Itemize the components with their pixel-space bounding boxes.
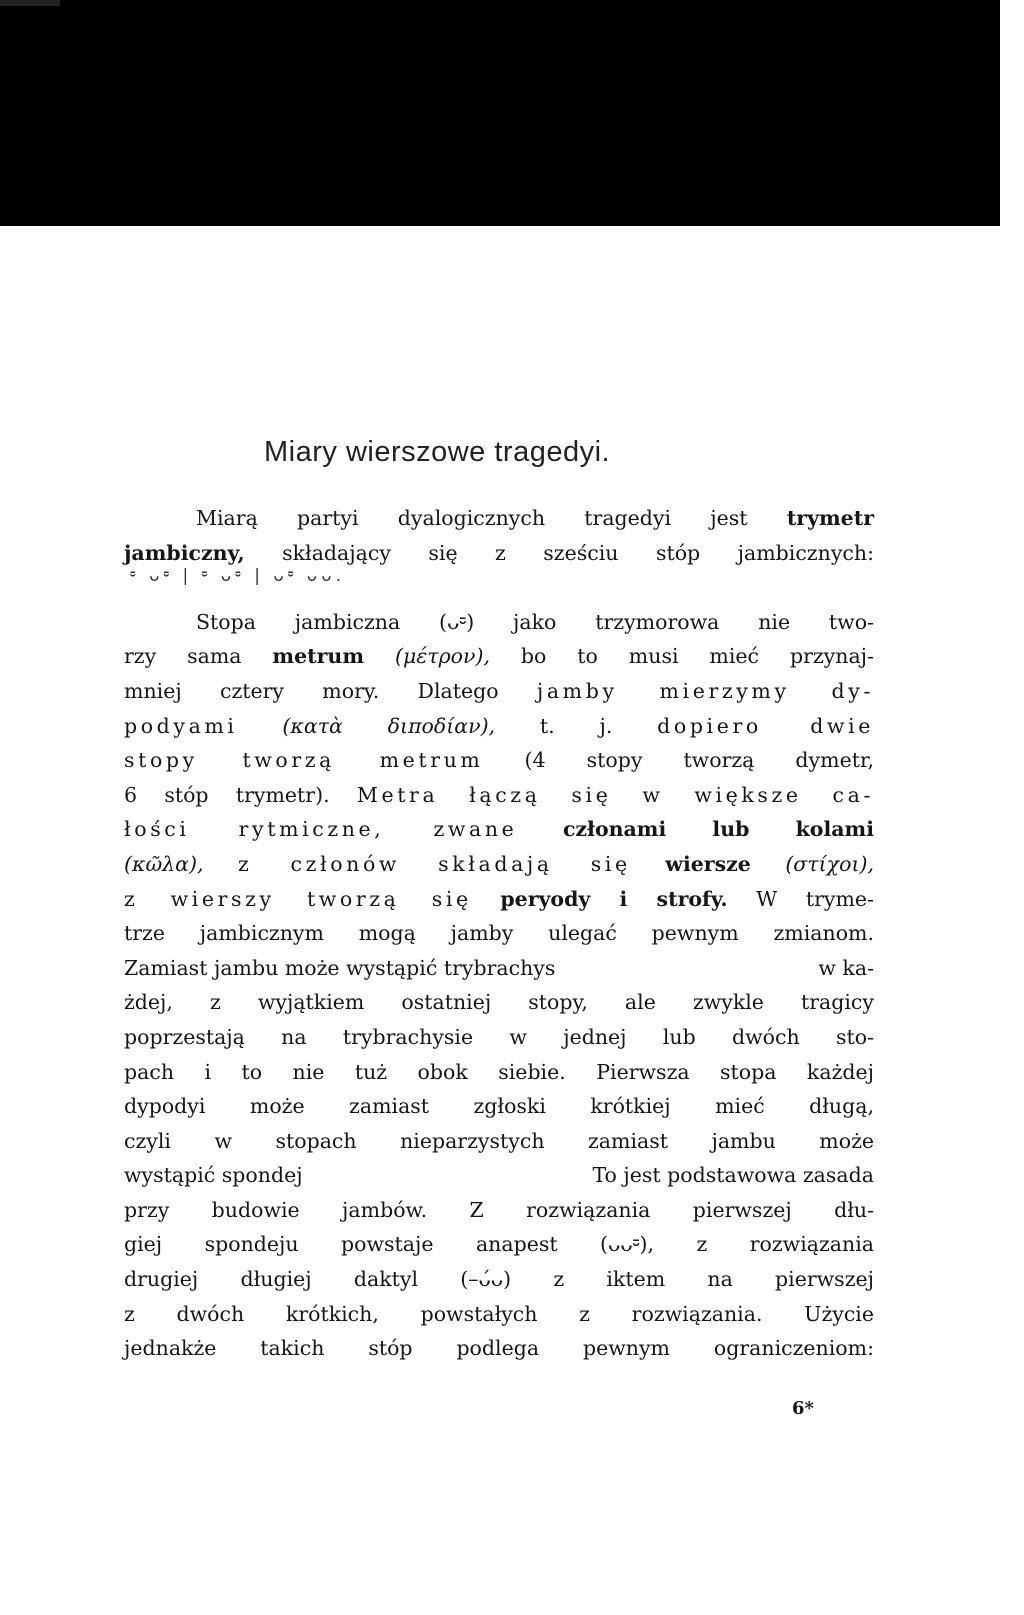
- text-line: dypodyi może zamiast zgłoski krótkiej mieć długą,: [124, 1094, 874, 1119]
- text-line: podyami (κατὰ διποδίαν), t. j. dopiero dwie: [124, 713, 874, 738]
- text-line: Zamiast jambu może wystąpić trybrachys w ka-: [124, 955, 874, 980]
- scan-dark-area: [0, 0, 1012, 226]
- text-line: Miarą partyi dyalogicznych tragedyi jest trymetr: [196, 506, 874, 530]
- text-line: giej spondeju powstaje anapest (ᴗᴗ⏒), z rozwiązania: [124, 1232, 874, 1257]
- text-line: mniej cztery mory. Dlatego jamby mierzymy dy-: [124, 678, 874, 703]
- prosody-line: [124, 570, 874, 605]
- text-line: wystąpić spondej To jest podstawowa zasada: [124, 1163, 874, 1188]
- text-line: z dwóch krótkich, powstałych z rozwiązania. Użycie: [124, 1301, 874, 1326]
- text-line: żdej, z wyjątkiem ostatniej stopy, ale zwykle tragicy: [124, 990, 874, 1015]
- text-line: (κῶλα), z członów składają się wiersze (στίχοι),: [124, 851, 874, 876]
- text-line: drugiej długiej daktyl (–ᴗ́ᴗ) z iktem na pierwszej: [124, 1267, 874, 1292]
- page-margin: [1000, 0, 1024, 1615]
- text-line: pach i to nie tuż obok siebie. Pierwsza stopa każdej: [124, 1059, 874, 1084]
- page-title: Miary wierszowe tragedyi.: [264, 436, 611, 468]
- text-line: czyli w stopach nieparzystych zamiast jambu może: [124, 1128, 874, 1153]
- body-text: [124, 501, 874, 1366]
- prosody-meter-notation: ⏒ ᴗ⏒ | ⏒ ᴗ⏒ | ᴗ⏒ ᴗᴗ.: [130, 566, 345, 586]
- text-line: stopy tworzą metrum (4 stopy tworzą dymetr,: [124, 748, 875, 773]
- text-line: łości rytmiczne, zwane członami lub kolami: [124, 817, 874, 842]
- text-line: trze jambicznym mogą jamby ulegać pewnym zmianom.: [124, 921, 874, 946]
- text-line: poprzestają na trybrachysie w jednej lub dwóch sto-: [124, 1024, 874, 1049]
- text-line: 6 stóp trymetr). Metra łączą się w większe ca-: [124, 782, 874, 807]
- text-line: Stopa jambiczna (ᴗ⏒) jako trzymorowa nie two-: [196, 609, 874, 634]
- text-line: jambiczny, składający się z sześciu stóp jambicznych:: [124, 540, 874, 565]
- text-line: jednakże takich stóp podlega pewnym ograniczeniom:: [124, 1336, 874, 1361]
- text-line: rzy sama metrum (μέτρον), bo to musi mieć przynaj-: [124, 644, 874, 669]
- page-number: 6*: [792, 1398, 814, 1419]
- text-line: z wierszy tworzą się peryody i strofy. W tryme-: [124, 886, 874, 911]
- text-line: przy budowie jambów. Z rozwiązania pierwszej dłu-: [124, 1197, 874, 1222]
